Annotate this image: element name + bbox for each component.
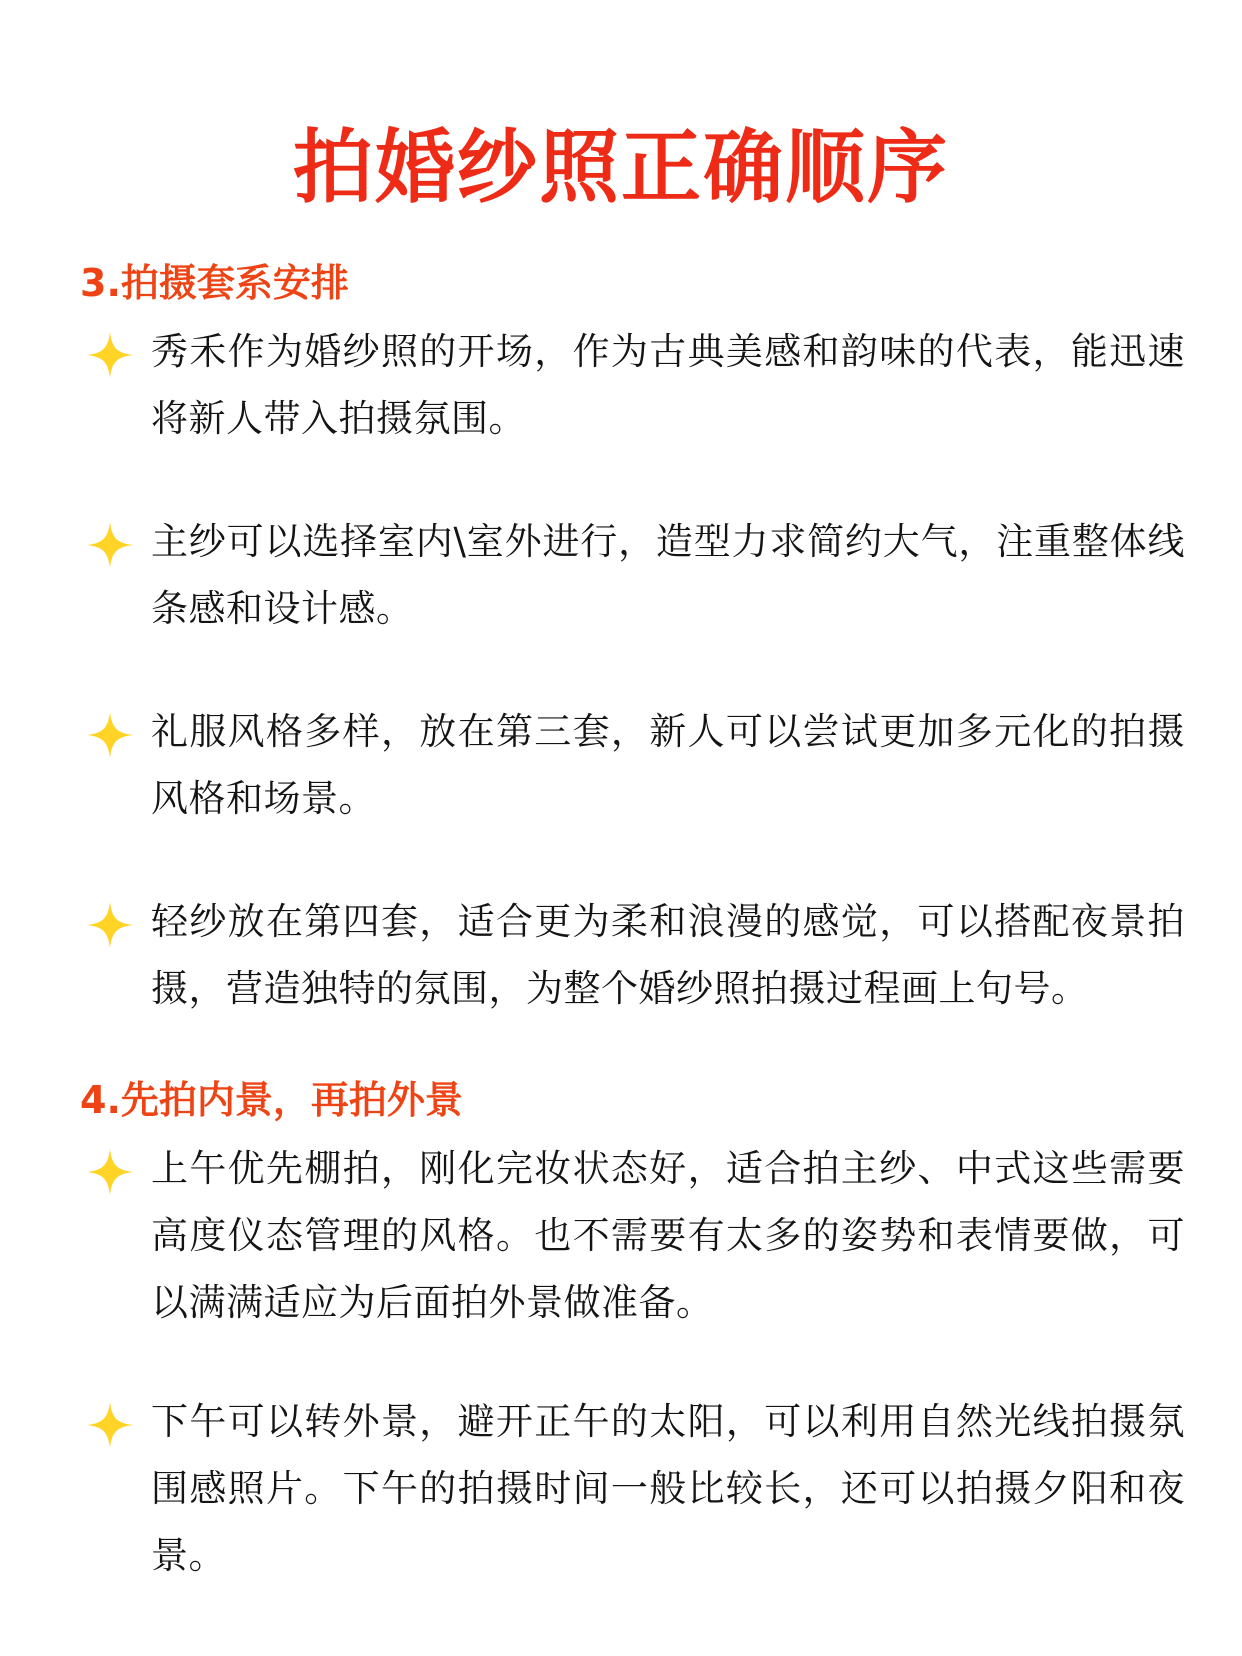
bullet-text: 礼服风格多样，放在第三套，新人可以尝试更加多元化的拍摄风格和场景。 (151, 710, 1185, 820)
list-item (85, 698, 1185, 832)
sparkle-star-icon (85, 1147, 135, 1197)
bullet-text: 秀禾作为婚纱照的开场，作为古典美感和韵味的代表，能迅速将新人带入拍摄氛围。 (151, 330, 1185, 440)
bullet-text: 轻纱放在第四套，适合更为柔和浪漫的感觉，可以搭配夜景拍摄，营造独特的氛围，为整个婚纱照拍摄过程画上句号。 (151, 900, 1185, 1010)
section-heading-arrangement: 3.拍摄套系安排 (80, 261, 349, 305)
list-item (85, 888, 1185, 1022)
list-item (85, 1388, 1185, 1589)
bullet-text: 主纱可以选择室内\室外进行，造型力求简约大气，注重整体线条感和设计感。 (151, 520, 1185, 630)
sparkle-star-icon (85, 900, 135, 950)
list-item (85, 1135, 1185, 1336)
sparkle-star-icon (85, 1400, 135, 1450)
list-item (85, 318, 1185, 452)
section-heading-indoor-first: 4.先拍内景，再拍外景 (80, 1078, 463, 1122)
sparkle-star-icon (85, 330, 135, 380)
bullet-text: 上午优先棚拍，刚化完妆状态好，适合拍主纱、中式这些需要高度仪态管理的风格。也不需要有太多的姿势和表情要做，可以满满适应为后面拍外景做准备。 (151, 1147, 1185, 1324)
sparkle-star-icon (85, 710, 135, 760)
list-item (85, 508, 1185, 642)
page-title: 拍婚纱照正确顺序 (293, 121, 949, 214)
sparkle-star-icon (85, 520, 135, 570)
bullet-text: 下午可以转外景，避开正午的太阳，可以利用自然光线拍摄氛围感照片。下午的拍摄时间一般比较长，还可以拍摄夕阳和夜景。 (151, 1400, 1185, 1577)
